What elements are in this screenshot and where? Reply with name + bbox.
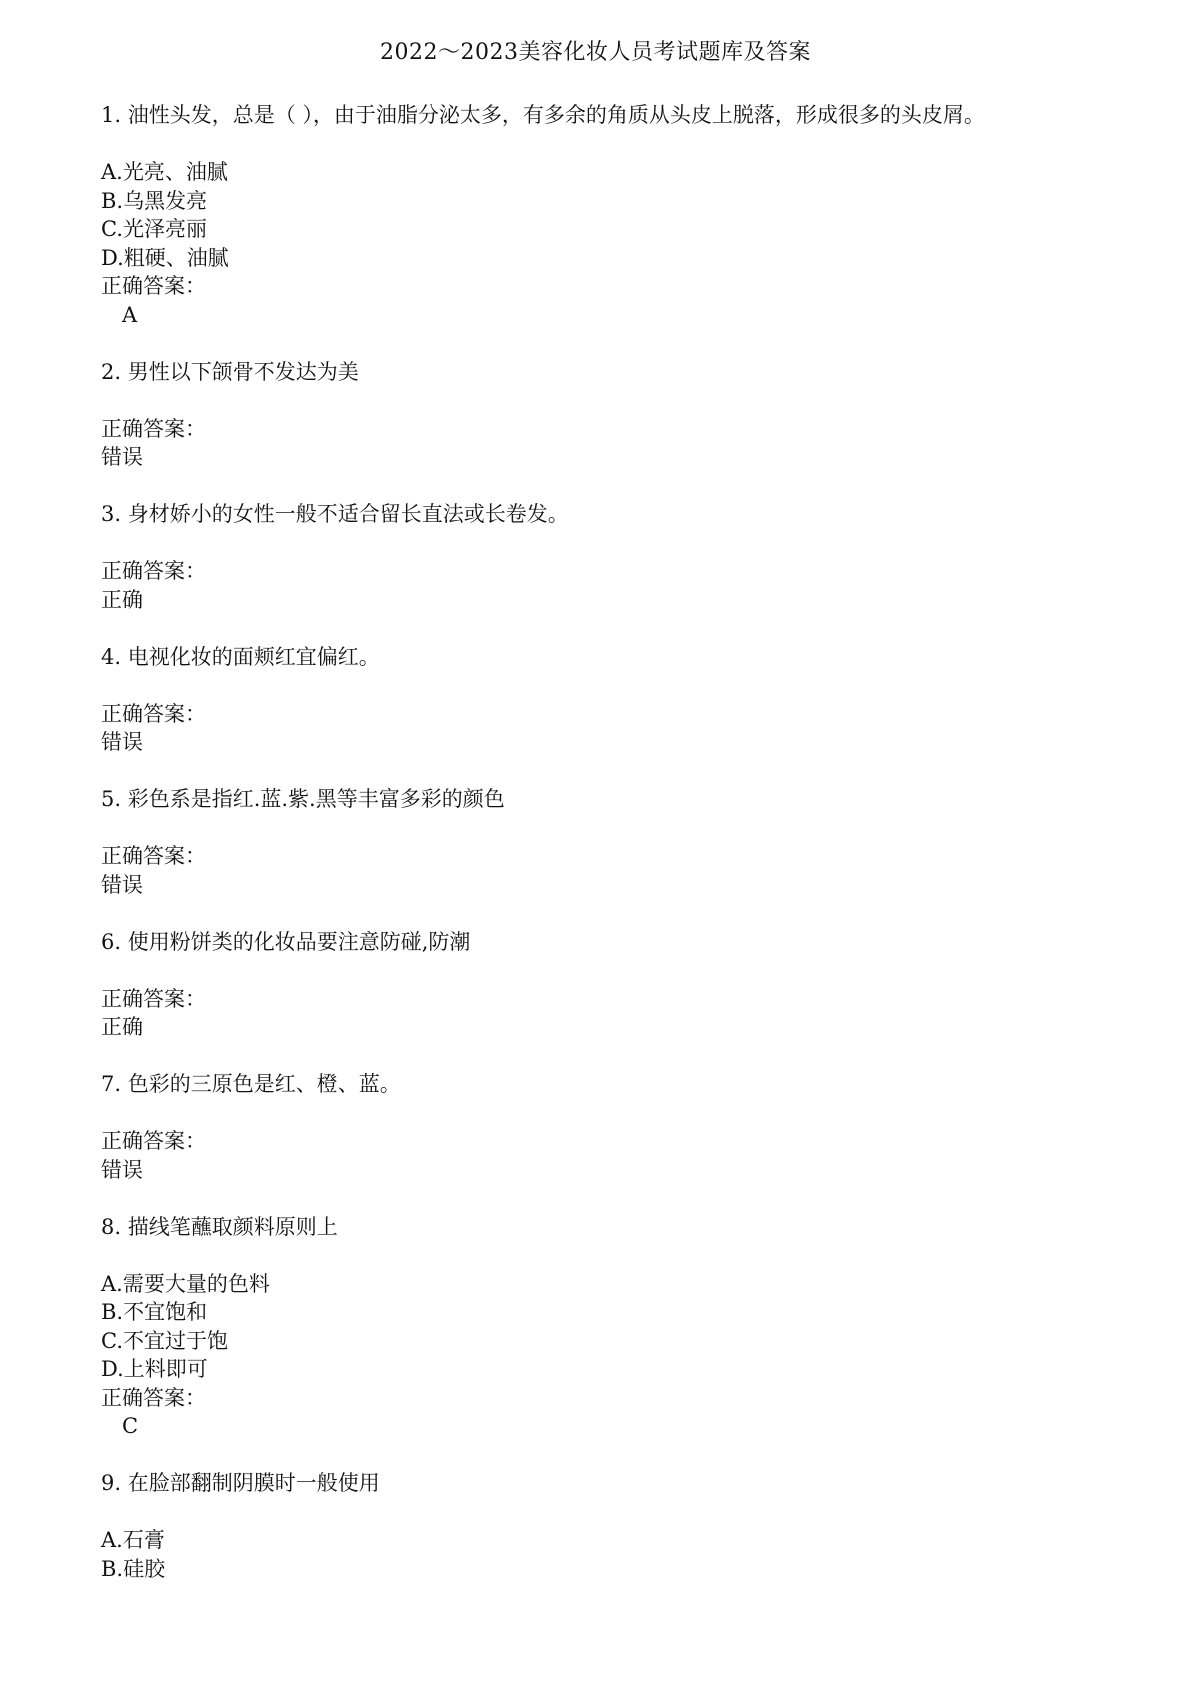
answer-option: D.粗硬、油腻 xyxy=(101,245,229,270)
answer-option: B.乌黑发亮 xyxy=(101,188,208,213)
answer-value: 错误 xyxy=(101,730,143,754)
answer-value: 错误 xyxy=(101,1157,143,1182)
answer-label: 正确答案： xyxy=(101,844,206,868)
document-title: 2022～2023美容化妆人员考试题库及答案 xyxy=(380,40,811,65)
answer-option: A.石膏 xyxy=(101,1528,165,1552)
answer-value: 错误 xyxy=(101,445,143,469)
answer-option: A.需要大量的色料 xyxy=(101,1271,270,1296)
question-text: 3. 身材娇小的女性一般不适合留长直法或长卷发。 xyxy=(101,502,569,526)
question-text: 7. 色彩的三原色是红、橙、蓝。 xyxy=(101,1072,401,1096)
answer-label: 正确答案： xyxy=(101,1129,206,1153)
answer-option: C.光泽亮丽 xyxy=(101,217,207,241)
question-text: 5. 彩色系是指红.蓝.紫.黑等丰富多彩的颜色 xyxy=(101,787,505,811)
question-text: 2. 男性以下颌骨不发达为美 xyxy=(101,359,359,384)
answer-value: C xyxy=(122,1414,139,1438)
answer-value: 错误 xyxy=(101,872,143,897)
answer-label: 正确答案： xyxy=(101,986,206,1011)
answer-option: C.不宜过于饱 xyxy=(101,1328,228,1353)
question-text: 4. 电视化妆的面颊红宜偏红。 xyxy=(101,644,380,669)
answer-label: 正确答案： xyxy=(101,274,206,298)
answer-option: D.上料即可 xyxy=(101,1357,208,1381)
question-text: 1. 油性头发，总是（ ），由于油脂分泌太多，有多余的角质从头皮上脱落，形成很多的头皮屑。 xyxy=(101,103,985,127)
question-text: 8. 描线笔蘸取颜料原则上 xyxy=(101,1214,338,1239)
question-text: 9. 在脸部翻制阴膜时一般使用 xyxy=(101,1471,380,1495)
answer-value: A xyxy=(122,302,138,327)
question-text: 6. 使用粉饼类的化妆品要注意防碰,防潮 xyxy=(101,929,471,954)
answer-option: B.不宜饱和 xyxy=(101,1300,208,1324)
answer-label: 正确答案： xyxy=(101,416,206,441)
answer-label: 正确答案： xyxy=(101,1385,206,1410)
answer-label: 正确答案： xyxy=(101,559,206,583)
answer-label: 正确答案： xyxy=(101,701,206,726)
answer-value: 正确 xyxy=(101,587,143,612)
answer-option: A.光亮、油腻 xyxy=(101,160,228,184)
answer-value: 正确 xyxy=(101,1015,143,1039)
answer-option: B.硅胶 xyxy=(101,1556,166,1581)
